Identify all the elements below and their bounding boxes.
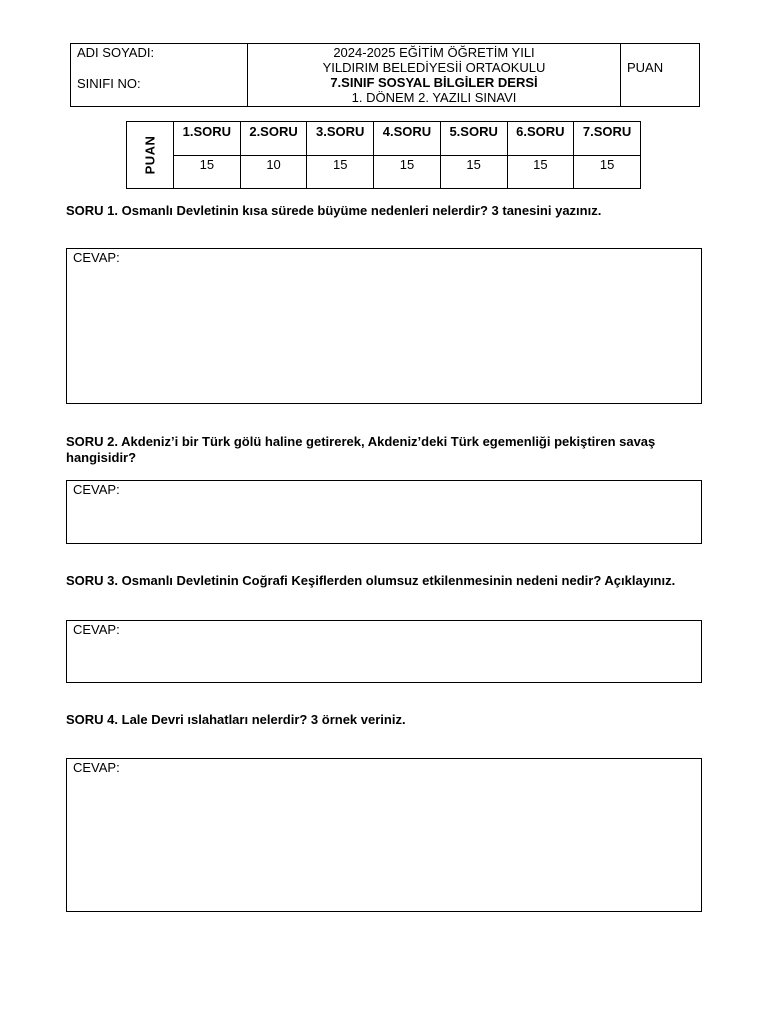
points-value: 15 bbox=[174, 156, 241, 189]
name-label: ADI SOYADI: bbox=[77, 45, 155, 60]
student-info-cell bbox=[71, 44, 248, 107]
school-year: 2024-2025 EĞİTİM ÖĞRETİM YILI bbox=[333, 45, 535, 60]
column-header: 5.SORU bbox=[440, 122, 507, 156]
answer-label: CEVAP: bbox=[73, 482, 120, 497]
points-row-label-cell bbox=[127, 122, 174, 189]
question-3: SORU 3. Osmanlı Devletinin Coğrafi Keşiflerden olumsuz etkilenmesinin nedeni nedir? Açıklayınız. bbox=[66, 573, 676, 588]
class-label: SINIFI NO: bbox=[77, 76, 141, 91]
score-cell bbox=[621, 44, 700, 107]
column-header: 7.SORU bbox=[574, 122, 641, 156]
column-header: 3.SORU bbox=[307, 122, 374, 156]
school-name: YILDIRIM BELEDİYESİİ ORTAOKULU bbox=[322, 60, 546, 75]
points-value: 15 bbox=[574, 156, 641, 189]
column-header: 2.SORU bbox=[240, 122, 307, 156]
exam-header bbox=[70, 43, 700, 107]
score-distribution-table bbox=[126, 121, 641, 189]
answer-box-4[interactable] bbox=[66, 758, 702, 912]
question-2: SORU 2. Akdeniz’i bir Türk gölü haline getirerek, Akdeniz’deki Türk egemenliği pekiştiren savaş hangisidir? bbox=[66, 434, 656, 465]
column-header: 4.SORU bbox=[374, 122, 441, 156]
answer-box-1[interactable] bbox=[66, 248, 702, 404]
column-header: 1.SORU bbox=[174, 122, 241, 156]
exam-term: 1. DÖNEM 2. YAZILI SINAVI bbox=[351, 90, 517, 105]
points-value: 15 bbox=[440, 156, 507, 189]
question-4: SORU 4. Lale Devri ıslahatları nelerdir? 3 örnek veriniz. bbox=[66, 712, 406, 727]
points-row-label: PUAN bbox=[142, 135, 158, 175]
column-header: 6.SORU bbox=[507, 122, 574, 156]
answer-label: CEVAP: bbox=[73, 250, 120, 265]
answer-box-3[interactable] bbox=[66, 620, 702, 683]
course-title: 7.SINIF SOSYAL BİLGİLER DERSİ bbox=[330, 75, 538, 90]
points-value: 15 bbox=[307, 156, 374, 189]
question-1: SORU 1. Osmanlı Devletinin kısa sürede büyüme nedenleri nelerdir? 3 tanesini yazınız. bbox=[66, 203, 602, 218]
points-value: 10 bbox=[240, 156, 307, 189]
points-value: 15 bbox=[374, 156, 441, 189]
answer-label: CEVAP: bbox=[73, 622, 120, 637]
points-value: 15 bbox=[507, 156, 574, 189]
answer-box-2[interactable] bbox=[66, 480, 702, 544]
exam-title-cell bbox=[248, 44, 621, 107]
score-label: PUAN bbox=[627, 60, 664, 75]
answer-label: CEVAP: bbox=[73, 760, 120, 775]
